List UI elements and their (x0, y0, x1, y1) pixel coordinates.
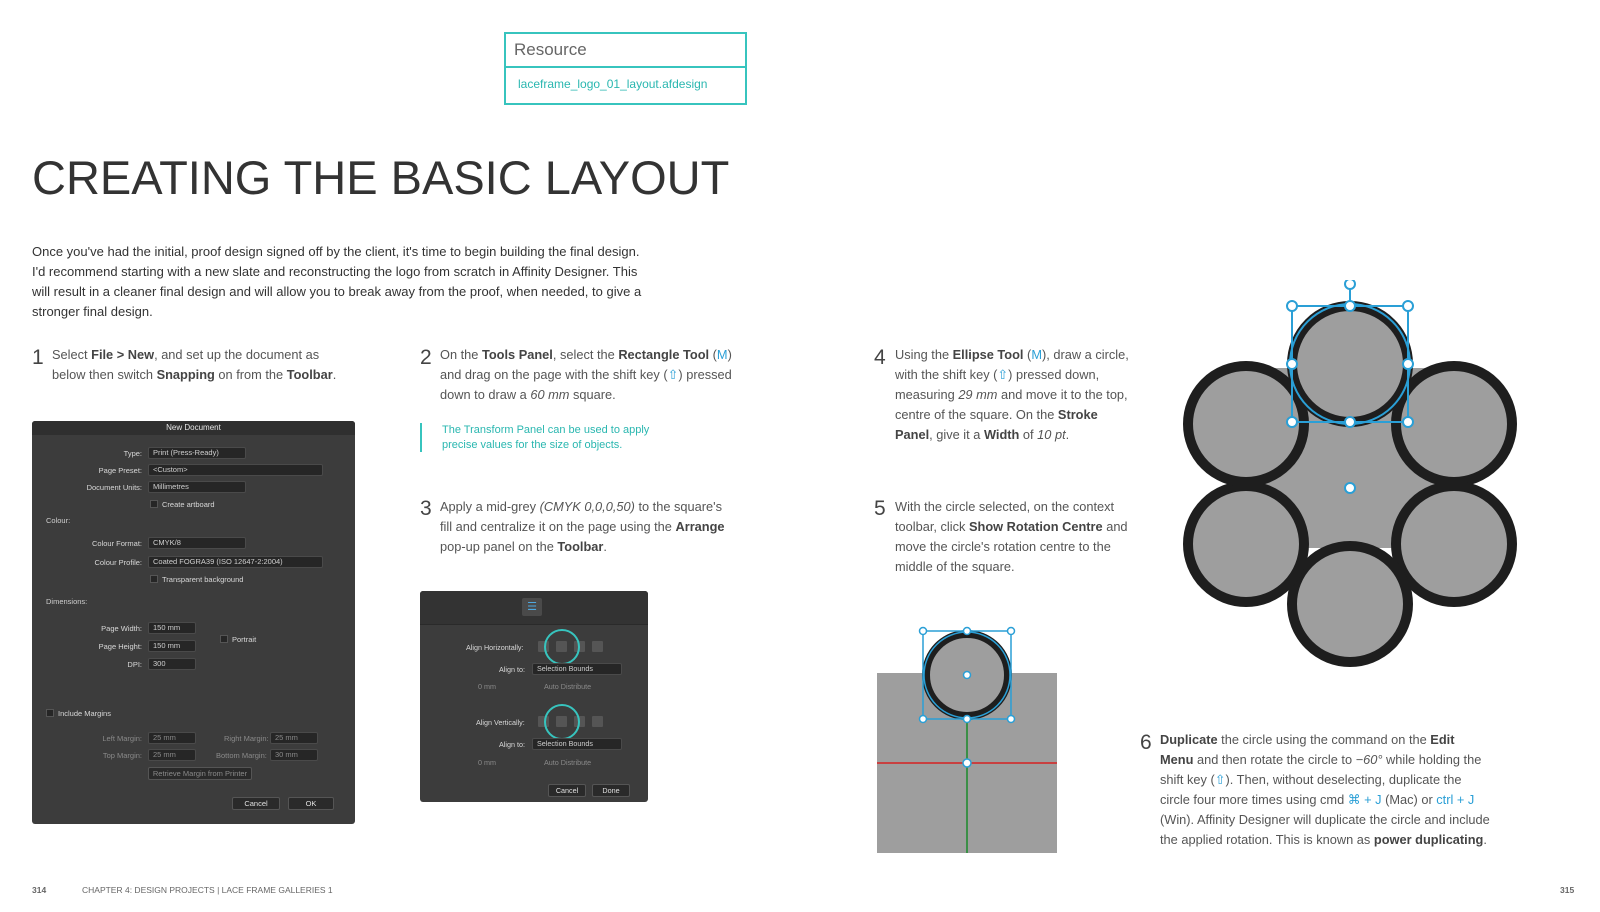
include-margins-label: Include Margins (58, 709, 111, 718)
type-label: Type: (123, 449, 142, 458)
align-to-label: Align to: (499, 740, 525, 749)
cancel-button[interactable]: Cancel (232, 797, 280, 810)
align-to-select[interactable]: Selection Bounds (532, 663, 622, 675)
bottom-margin-label: Bottom Margin: (216, 751, 267, 760)
align-icon[interactable]: ☰ (522, 598, 542, 616)
right-margin-label: Right Margin: (224, 734, 269, 743)
height-label: Page Height: (98, 642, 142, 651)
tip-note: The Transform Panel can be used to apply precise values for the size of objects. (420, 423, 660, 452)
offset-value[interactable]: 0 mm (478, 758, 496, 767)
dimensions-section: Dimensions: (46, 597, 88, 606)
step-2-text: On the Tools Panel, select the Rectangle Tool (M) and drag on the page with the shift key (⇧) pressed down to draw a 60 mm square. (440, 347, 732, 402)
ok-button[interactable]: OK (288, 797, 334, 810)
portrait-label: Portrait (232, 635, 257, 644)
align-distribute-icon[interactable] (592, 716, 603, 727)
format-select[interactable]: CMYK/8 (148, 537, 246, 549)
chapter-footer: CHAPTER 4: DESIGN PROJECTS | LACE FRAME GALLERIES 1 (82, 885, 333, 895)
width-label: Page Width: (101, 624, 142, 633)
top-margin-label: Top Margin: (102, 751, 142, 760)
step-6-number: 6 (1140, 731, 1152, 754)
step-1-number: 1 (32, 346, 44, 369)
format-label: Colour Format: (91, 539, 142, 548)
colour-section: Colour: (46, 516, 71, 525)
artboard-label: Create artboard (162, 500, 215, 509)
left-margin-label: Left Margin: (102, 734, 142, 743)
step-3-text: Apply a mid-grey (CMYK 0,0,0,50) to the square's fill and centralize it on the page using the Arrange pop-up panel on the Toolbar. (440, 499, 725, 554)
step-6-text: Duplicate the circle using the command on the Edit Menu and then rotate the circle to −60° while holding the shift key (⇧). Then, without deselecting, duplicate the circle four more times using cmd ⌘ + J (Mac) or ctrl + J (Win). Affinity Designer will duplicate the circle and include the applied rotation. This is known as power duplicating. (1160, 732, 1490, 847)
offset-value[interactable]: 0 mm (478, 682, 496, 691)
page-height-input[interactable]: 150 mm (148, 640, 196, 652)
new-document-dialog (32, 421, 355, 824)
resource-title: Resource (506, 34, 745, 68)
step-1-text: Select File > New, and set up the document as below then switch Snapping on from the Toolbar. (52, 347, 337, 382)
dpi-label: DPI: (127, 660, 142, 669)
preset-select[interactable]: <Custom> (148, 464, 323, 476)
align-toolbar (420, 591, 648, 625)
align-to-label: Align to: (499, 665, 525, 674)
step-4-number: 4 (874, 346, 886, 369)
align-vertical-label: Align Vertically: (476, 718, 525, 727)
right-margin-input[interactable]: 25 mm (270, 732, 318, 744)
preset-label: Page Preset: (98, 466, 142, 475)
align-to-select[interactable]: Selection Bounds (532, 738, 622, 750)
units-select[interactable]: Millimetres (148, 481, 246, 493)
dialog-title: New Document (32, 421, 355, 435)
step-5-text: With the circle selected, on the context toolbar, click Show Rotation Centre and move the circle's rotation centre to the middle of the square. (895, 499, 1128, 574)
type-select[interactable]: Print (Press-Ready) (148, 447, 246, 459)
left-page-number: 314 (32, 885, 47, 895)
cancel-button[interactable]: Cancel (548, 784, 586, 797)
resource-filename[interactable]: laceframe_logo_01_layout.afdesign (518, 77, 708, 91)
portrait-checkbox[interactable] (220, 635, 228, 643)
auto-distribute-label[interactable]: Auto Distribute (544, 758, 592, 767)
left-margin-input[interactable]: 25 mm (148, 732, 196, 744)
rotation-centre-illustration (870, 620, 1060, 860)
auto-distribute-label[interactable]: Auto Distribute (544, 682, 592, 691)
highlight-ring (544, 704, 580, 740)
align-space-icon[interactable] (592, 641, 603, 652)
transparent-label: Transparent background (162, 575, 244, 584)
top-margin-input[interactable]: 25 mm (148, 749, 196, 761)
resource-box (504, 32, 747, 105)
units-label: Document Units: (86, 483, 142, 492)
align-panel (420, 591, 648, 802)
step-2-number: 2 (420, 346, 432, 369)
retrieve-margin-button[interactable]: Retrieve Margin from Printer (148, 767, 252, 780)
right-page-number: 315 (1560, 885, 1575, 895)
bottom-margin-input[interactable]: 30 mm (270, 749, 318, 761)
dpi-input[interactable]: 300 (148, 658, 196, 670)
profile-select[interactable]: Coated FOGRA39 (ISO 12647-2:2004) (148, 556, 323, 568)
page-width-input[interactable]: 150 mm (148, 622, 196, 634)
done-button[interactable]: Done (592, 784, 630, 797)
page-title: CREATING THE BASIC LAYOUT (32, 151, 730, 204)
power-duplicate-illustration (1180, 280, 1520, 680)
intro-paragraph: Once you've had the initial, proof design signed off by the client, it's time to begin building the final design. I'd recommend starting with a new slate and reconstructing the logo from scratch in Affinity Designer. This will result in a cleaner final design and will allow you to break away from the proof, when needed, to give a stronger final design. (32, 244, 642, 319)
rotation-centre-handle[interactable] (1345, 483, 1355, 493)
step-3-number: 3 (420, 497, 432, 520)
step-4-text: Using the Ellipse Tool (M), draw a circle, with the shift key (⇧) pressed down, measuring 29 mm and move it to the top, centre of the square. On the Stroke Panel, give it a Width of 10 pt. (895, 347, 1129, 442)
profile-label: Colour Profile: (94, 558, 142, 567)
transparent-checkbox[interactable] (150, 575, 158, 583)
step-5-number: 5 (874, 497, 886, 520)
artboard-checkbox[interactable] (150, 500, 158, 508)
include-margins-checkbox[interactable] (46, 709, 54, 717)
align-horizontal-label: Align Horizontally: (466, 643, 524, 652)
highlight-ring (544, 629, 580, 665)
rotation-centre-handle[interactable] (963, 759, 971, 767)
